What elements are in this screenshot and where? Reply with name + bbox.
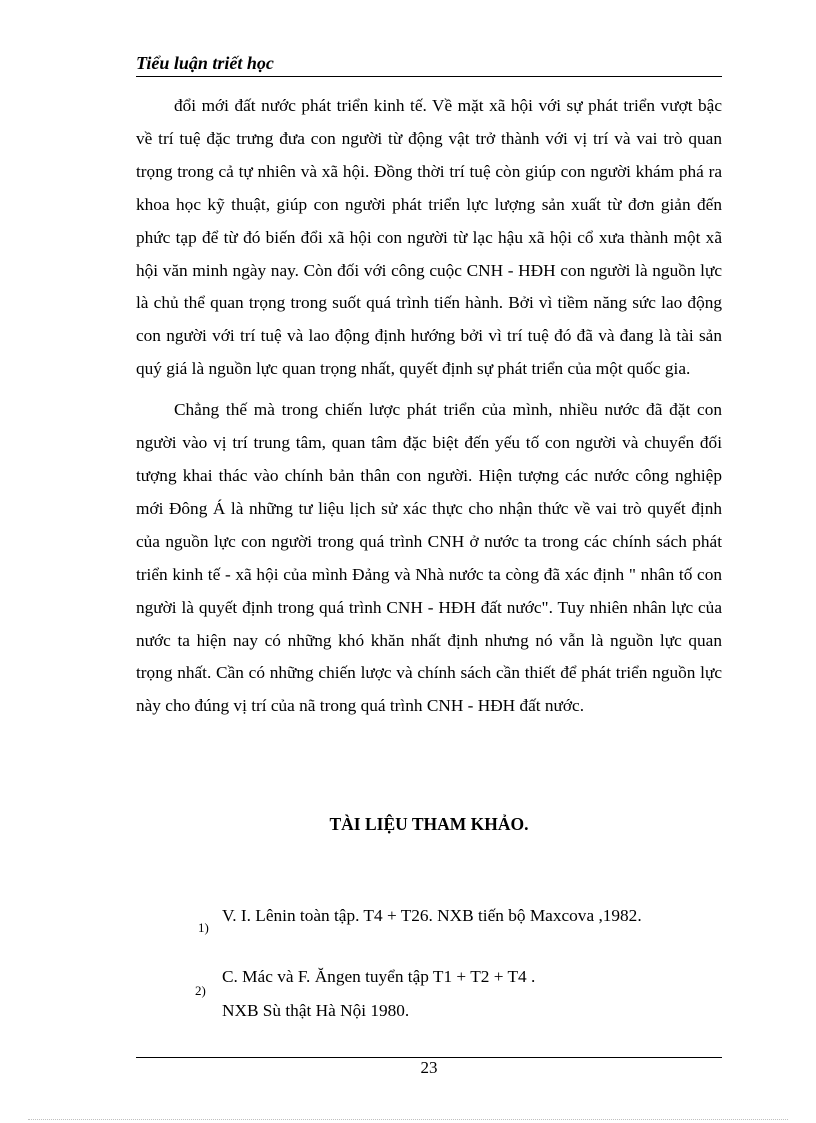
header-rule [136,76,722,77]
page-number: 23 [420,1058,438,1077]
body-text [136,90,722,723]
paragraph-1: đổi mới đất nước phát triển kinh tế. Về mặt xã hội với sự phát triển vượt bậc về trí tuệ đặc trưng đưa con người từ động vật trở thành với vị trí và vai trò quan trọng trong cả tự nhiên và xã hội. Đồng thời trí tuệ còn giúp con người khám phá ra khoa học kỹ thuật, giúp con người phát triển lực lượng sản xuất từ đơn giản đến phức tạp để từ đó biến đổi xã hội con người từ lạc hậu xã hội cổ xưa thành một xã hội văn minh ngày nay. Còn đối với công cuộc CNH - HĐH con người là nguồn lực là chủ thể quan trọng trong suốt quá trình tiến hành. Bởi vì tiềm năng sức lao động con người với trí tuệ và lao động định hướng bởi vì trí tuệ đó đã và đang là tài sản quý giá là nguồn lực quan trọng nhất, quyết định sự phát triển của một quốc gia. [136,96,722,379]
page-bottom-dotted-border [28,1119,788,1120]
reference-2-number: 2) [195,983,206,998]
references-title: TÀI LIỆU THAM KHẢO. [329,814,529,834]
paragraph-2: Chẳng thế mà trong chiến lược phát triển của mình, nhiều nước đã đặt con người vào vị trí trung tâm, quan tâm đặc biệt đến yếu tố con người và chuyển đối tượng khai thác vào chính bản thân con người. Hiện tượng các nước công nghiệp mới Đông Á là những tư liệu lịch sử xác thực cho nhận thức về vai trò quyết định của nguồn lực con người trong quá trình CNH ở nước ta trong các chính sách phát triển kinh tế - xã hội của mình Đảng và Nhà nước ta còng đã xác định " nhân tố con người là quyết định trong quá trình CNH - HĐH đất nước". Tuy nhiên nhân lực của nước ta hiện nay có những khó khăn nhất định nhưng nó vẫn là nguồn lực quan trọng nhất. Cần có những chiến lược và chính sách cần thiết để phát triển nguồn lực này cho đúng vị trí của nã trong quá trình CNH - HĐH đất nước. [136,400,722,716]
reference-2-text: C. Mác và F. Ăngen tuyển tập T1 + T2 + T4 . [222,967,536,986]
reference-1-number: 1) [198,920,209,935]
reference-1-text: V. I. Lênin toàn tập. T4 + T26. NXB tiến bộ Maxcova ,1982. [222,906,642,925]
reference-2-text-line2: NXB Sù thật Hà Nội 1980. [222,1001,410,1020]
running-header: Tiểu luận triết học [136,53,274,73]
